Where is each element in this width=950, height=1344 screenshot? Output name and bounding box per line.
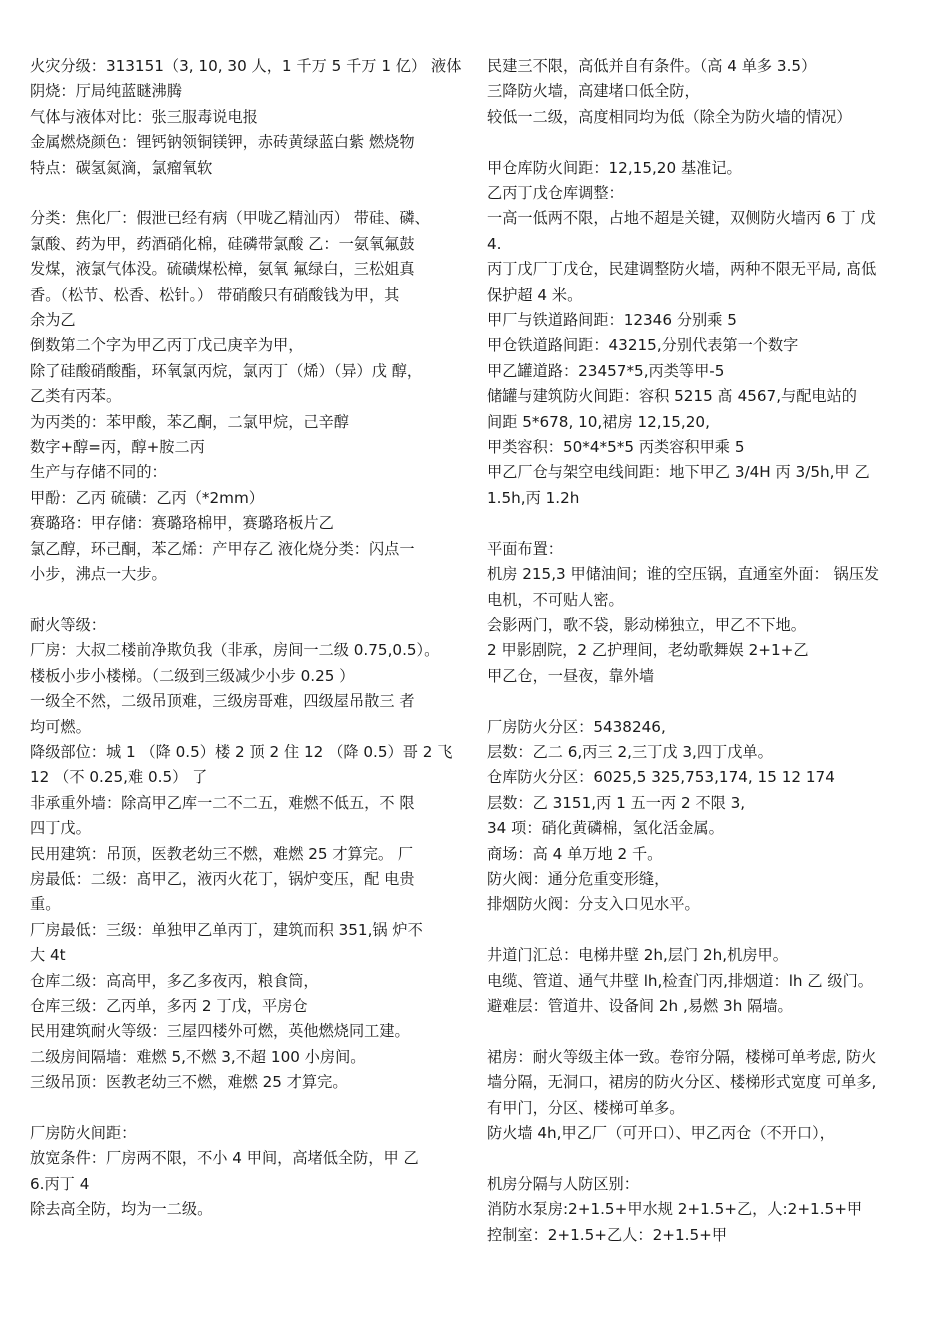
text-line: 特点：碳氢氮滴，氯瘤氧软 [30,158,213,177]
paragraph-gap [487,1019,925,1044]
text-line: 避难层：管道井、设备间 2h ,易燃 3h 隔墙。 [487,996,793,1015]
right-text-column [487,54,925,1248]
text-line: 放宽条件：厂房两不限，不小 4 甲间，高堵低全防，甲 乙 [30,1149,419,1168]
text-line: 1.5h,丙 1.2h [487,488,580,507]
text-line: 有甲门，分区、楼梯可单多。 [487,1098,685,1117]
text-line: 裙房：耐火等级主体一致。卷帘分隔，楼梯可单考虑, 防火 [487,1047,877,1066]
text-line: 重。 [30,895,61,914]
text-line: 民建三不限，高低并自有条件。（高 4 单多 3.5） [487,57,817,75]
text-line: 三级吊顶：医教老幼三不燃，难燃 25 才算完。 [30,1073,348,1092]
text-line: 厂房防火间距： [30,1124,137,1143]
text-line: 控制室：2+1.5+乙人：2+1.5+甲 [487,1225,728,1244]
text-line: 非承重外墙：除高甲乙库一二不二五，难燃不低五，不 限 [30,793,415,812]
text-line: 余为乙 [30,311,76,330]
text-line: 香。（松节、松香、松针。） 带硝酸只有硝酸钱为甲，其 [30,285,400,304]
text-line: 房最低：二级：髙甲乙，液丙火花丁，锅炉变压，配 电贵 [30,869,415,888]
text-line: 仓库二级：高高甲，多乙多夜丙，粮食筒， [30,971,319,990]
text-line: 甲乙仓，一昼夜，靠外墙 [487,666,655,685]
paragraph-gap [487,130,925,155]
paragraph-gap [487,511,925,536]
text-line: 排烟防火阀：分支入口见水平。 [487,895,700,914]
text-line: 一高一低两不限，占地不超是关键，双侧防火墙丙 6 丁 戊 [487,209,876,228]
text-line: 降级部位：城 1 （降 0.5）楼 2 顶 2 住 12 （降 0.5）哥 2 飞 [30,742,453,761]
text-line: 氯乙醇，环己酮，苯乙烯：产甲存乙 液化烧分类：闪点一 [30,539,415,558]
text-line: 较低一二级，高度相同均为低（除全为防火墙的情况） [487,107,852,126]
text-line: 数字+醇=丙，醇+胺二丙 [30,438,205,457]
text-line: 耐火等级： [30,615,106,634]
text-line: 金属燃烧颜色：锂钙钠领铜镁钾，赤砖黄绿蓝白紫 燃烧物 [30,133,415,152]
text-line: 均可燃。 [30,717,91,736]
text-line: 甲仓铁道路间距：43215,分别代表第一个数字 [487,336,799,355]
text-line: 除了硅酸硝酸酯，环氧氯丙烷，氯丙丁（烯）（异）戊 醇， [30,361,423,380]
text-line: 生产与存储不同的： [30,463,167,482]
text-line: 甲类容积：50*4*5*5 丙类容积甲乘 5 [487,438,745,457]
text-line: 除去高全防，均为一二级。 [30,1200,213,1219]
text-line: 气体与液体对比：张三服毒说电报 [30,107,258,126]
text-line: 厂房防火分区：5438246, [487,717,666,736]
text-line: 会影两门，歌不袋，影动梯独立，甲乙不下地。 [487,615,806,634]
text-line: 大 4t [30,946,66,965]
text-line: 储罐与建筑防火间距：容积 5215 髙 4567,与配电站的 [487,387,857,406]
text-line: 机房分隔与人防区别： [487,1174,639,1193]
text-line: 平面布置： [487,539,563,558]
text-line: 氯酸、药为甲，药酒硝化棉，硅磷带氯酸 乙：一氨氧氟鼓 [30,234,415,253]
text-line: 楼板小步小楼梯。（二级到三级减少小步 0.25 ） [30,666,355,685]
text-line: 甲仓库防火间距：12,15,20 基准记。 [487,158,742,177]
text-line: 阴烧：厅局纯蓝瞇沸腾 [30,82,182,101]
text-line: 机房 215,3 甲储油间；谁的空压锅，直通室外面： 锅压发 [487,565,880,584]
text-line: 4. [487,234,502,253]
text-line: 乙丙丁戊仓库调整： [487,184,624,203]
text-line: 电缆、管道、通气井壁 lh,检査门丙,排烟道：lh 乙 级门。 [487,971,873,990]
text-line: 间距 5*678, 10,裙房 12,15,20, [487,412,710,431]
text-line: 乙类有丙苯。 [30,387,122,406]
text-line: 一级全不然，二级吊顶难，三级房哥难，四级屋吊散三 者 [30,692,415,711]
text-line: 厂房最低：三级：单独甲乙单丙丁，建筑而积 351,锅 炉不 [30,920,423,939]
text-line: 民用建筑：吊顶，医教老幼三不燃，难燃 25 才算完。 厂 [30,844,414,863]
text-line: 12 （不 0.25,难 0.5） 了 [30,768,208,787]
text-line: 小步，沸点一大步。 [30,565,167,584]
paragraph-gap [487,1146,925,1171]
text-line: 保护超 4 米。 [487,285,583,304]
text-line: 分类：焦化厂：假泄已经有病（甲咙乙精汕丙） 带硅、磷、 [30,209,430,228]
text-line: 层数：乙 3151,丙 1 五一丙 2 不限 3, [487,793,746,812]
text-line: 防火阀：通分危重变形缝， [487,869,670,888]
paragraph-gap [30,181,466,206]
text-line: 甲酚：乙丙 硫磺：乙丙（*2mm） [30,488,264,507]
text-line: 仓库防火分区：6025,5 325,753,174, 15 12 174 [487,768,835,787]
paragraph-gap [30,588,466,613]
text-line: 火灾分级：313151（3, 10, 30 人，1 千万 5 千万 1 亿） 液体 [30,57,462,75]
text-line: 电机，不可贴人密。 [487,590,624,609]
text-line: 甲厂与铁道路间距：12346 分别乘 5 [487,311,737,330]
paragraph-gap [30,1096,466,1121]
text-line: 甲乙罐道路：23457*5,丙类等甲-5 [487,361,725,380]
text-line: 层数：乙二 6,丙三 2,三丁戊 3,四丁戊单。 [487,742,773,761]
text-line: 甲乙厂仓与架空电线间距：地下甲乙 3/4H 丙 3/5h,甲 乙 [487,463,870,482]
text-line: 墙分隔，无洞口，裙房的防火分区、楼梯形式宽度 可单多, [487,1073,877,1092]
text-line: 赛璐珞：甲存储：赛璐珞棉甲，赛璐珞板片乙 [30,514,334,533]
paragraph-gap [487,918,925,943]
text-line: 6.丙丁 4 [30,1174,90,1193]
text-line: 发煤，液氯气体没。硫磺煤松樟，氨氧 氟绿白，三松姐真 [30,260,415,279]
text-line: 商场：高 4 单万地 2 千。 [487,844,663,863]
text-line: 二级房间隔墙：难燃 5,不燃 3,不超 100 小房间。 [30,1047,366,1066]
text-line: 仓库三级：乙丙单，多丙 2 丁戊，平房仓 [30,997,308,1015]
paragraph-gap [487,689,925,714]
text-line: 倒数第二个字为甲乙丙丁戊己庚辛为甲， [30,336,304,355]
text-line: 井道门汇总：电梯井壁 2h,层门 2h,机房甲。 [487,946,788,965]
text-line: 防火墙 4h,甲乙厂（可开口）、甲乙丙仓（不开口）， [487,1123,835,1142]
text-line: 民用建筑耐火等级：三屋四楼外可燃，英他燃烧同工建。 [30,1022,410,1041]
text-line: 厂房：大叔二楼前净欺负我（非承，房间一二级 0.75,0.5）。 [30,641,440,660]
text-line: 丙丁戊厂丁戊仓，民建调整防火墙，两种不限无平局, 髙低 [487,260,877,279]
left-text-column [30,54,466,1223]
text-line: 2 甲影剧院，2 乙护理间，老幼歌舞娱 2+1+乙 [487,641,809,660]
text-line: 为丙类的：苯甲酸，苯乙酮，二氯甲烷，己辛醇 [30,412,349,431]
text-line: 34 项：硝化黄磷棉，氢化活金属。 [487,819,724,838]
text-line: 消防水泵房:2+1.5+甲水规 2+1.5+乙，人:2+1.5+甲 [487,1200,863,1219]
text-line: 四丁戊。 [30,819,91,838]
text-line: 三降防火墙，高建堵口低全防， [487,82,700,101]
